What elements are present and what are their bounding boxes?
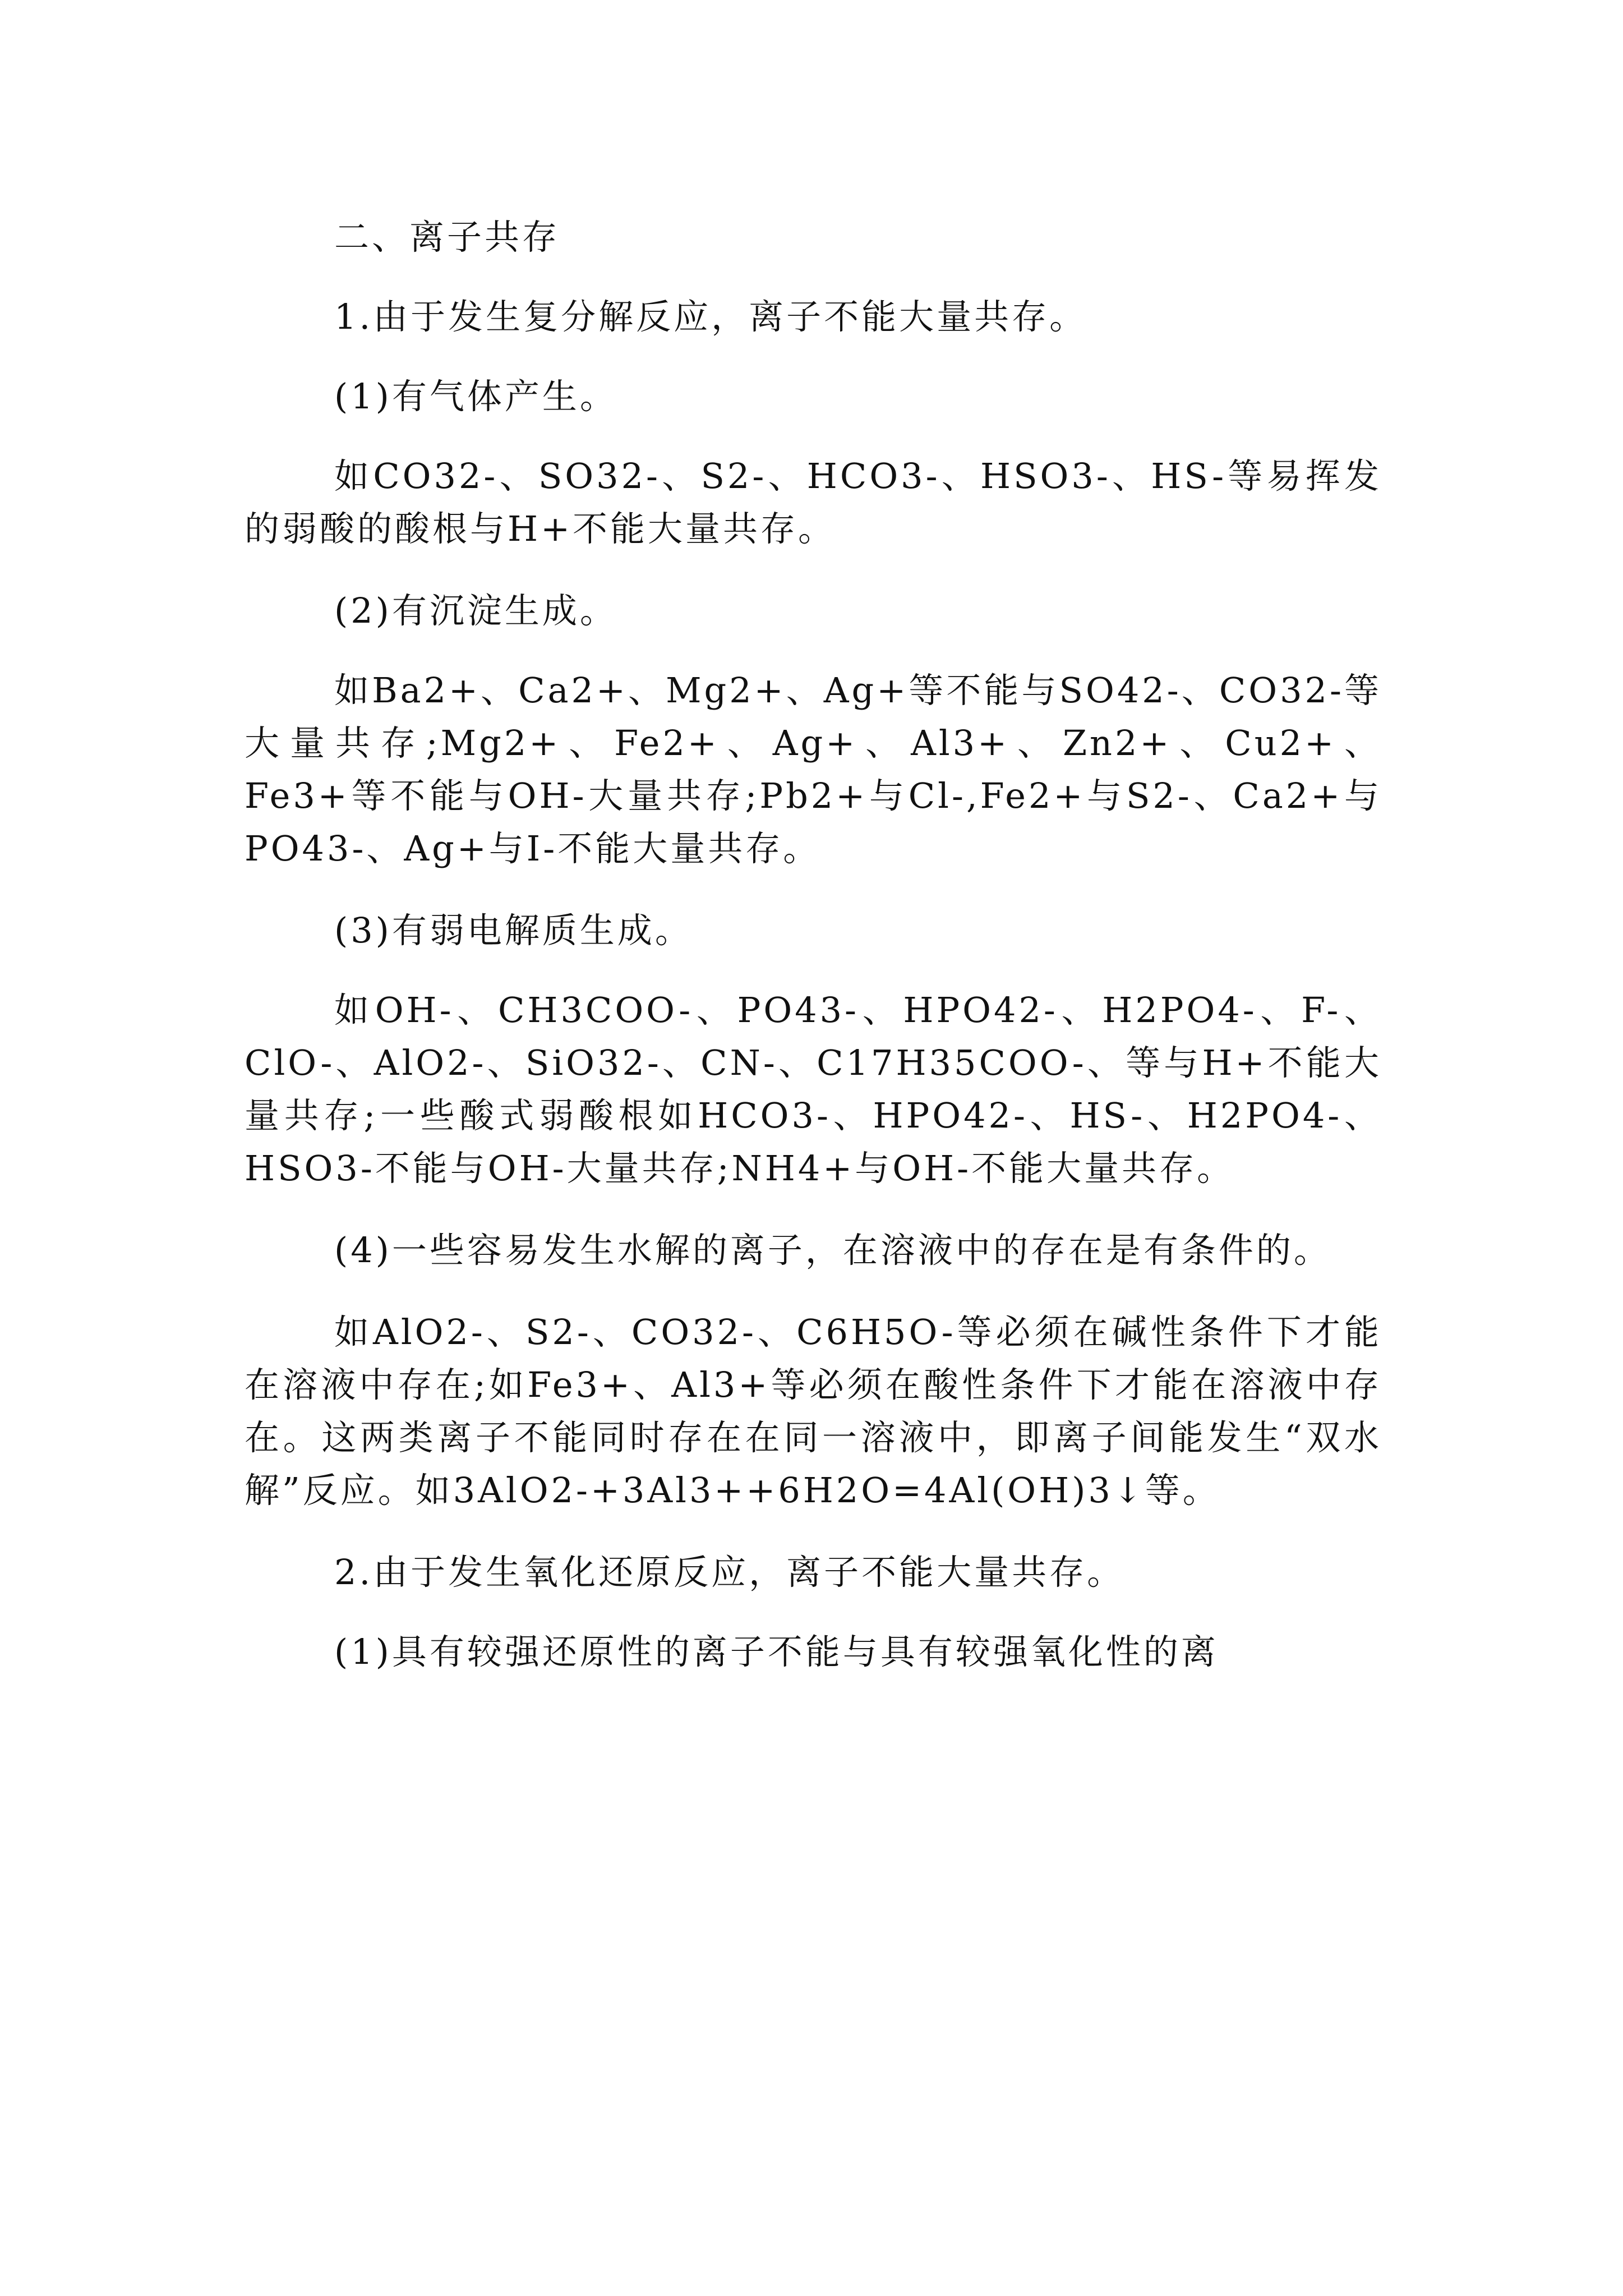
case-2-heading: (2)有沉淀生成。 — [334, 590, 617, 631]
redox-case-1-text: (1)具有较强还原性的离子不能与具有较强氧化性的离 — [334, 1631, 1219, 1672]
case-3-text: 如OH-、CH3COO-、PO43-、HPO42-、H2PO4-、F-、ClO-、AlO2-、SiO32-、CN-、C17H35COO-、等与H+不能大量共存;一些酸式弱酸根如HCO3-、HPO42-、HS-、H2PO4-、HSO3-不能与OH-大量共存;NH4+与OH-不能大量共存。 — [245, 990, 1382, 1189]
subsection-heading-1: 1.由于发生复分解反应，离子不能大量共存。 — [334, 296, 1087, 337]
case-4-text: 如AlO2-、S2-、CO32-、C6H5O-等必须在碱性条件下才能在溶液中存在;如Fe3+、Al3+等必须在酸性条件下才能在溶液中存在。这两类离子不能同时存在在同一溶液中，即离子间能发生“双水解”反应。如3AlO2-+3Al3++6H2O=4Al(OH)3↓等。 — [245, 1312, 1382, 1511]
case-4-heading: (4)一些容易发生水解的离子，在溶液中的存在是有条件的。 — [334, 1230, 1331, 1271]
document-body — [245, 211, 1382, 1705]
section-heading: 二、离子共存 — [334, 217, 560, 257]
case-3-heading: (3)有弱电解质生成。 — [334, 910, 693, 951]
case-2-text: 如Ba2+、Ca2+、Mg2+、Ag+等不能与SO42-、CO32-等大量共存;Mg2+、Fe2+、Ag+、Al3+、Zn2+、Cu2+、Fe3+等不能与OH-大量共存;Pb2+与Cl-,Fe2+与S2-、Ca2+与PO43-、Ag+与I-不能大量共存。 — [245, 670, 1382, 869]
case-1-heading: (1)有气体产生。 — [334, 376, 617, 417]
subsection-heading-2: 2.由于发生氧化还原反应，离子不能大量共存。 — [334, 1552, 1125, 1593]
case-1-text: 如CO32-、SO32-、S2-、HCO3-、HSO3-、HS-等易挥发的弱酸的酸根与H+不能大量共存。 — [245, 455, 1382, 549]
